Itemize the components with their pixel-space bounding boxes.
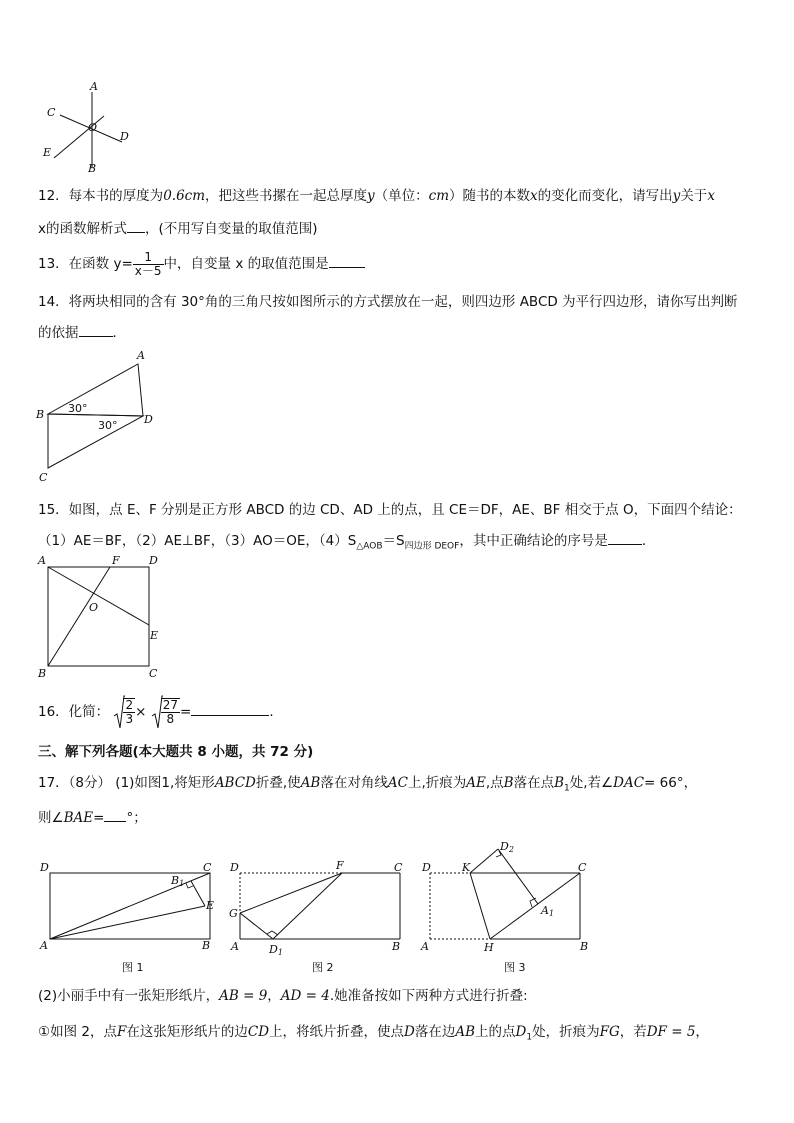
label-h: H (484, 941, 494, 954)
label-e: E (150, 629, 159, 642)
label-d: D (422, 861, 431, 874)
fraction-2: $\frac{27}{8}$ (162, 698, 179, 726)
label-o: O (89, 601, 99, 614)
q15-line2: （1）AE＝BF，（2）AE⊥BF，（3）AO＝OE，$(4)S_{\triangle AOB}=S_{四边形 DEOF}$，其中正确结论的序号是 ． (38, 530, 655, 557)
figure-17-3 (416, 836, 606, 978)
label-a: A (38, 554, 46, 567)
answer-blank[interactable] (104, 807, 126, 822)
label-e: E (43, 146, 52, 159)
label-c: C (394, 861, 403, 874)
label-d: D (120, 130, 129, 143)
label-b: B (88, 162, 97, 175)
label-b: B (392, 940, 401, 953)
crease-ae (50, 906, 205, 939)
figure-17-2 (226, 836, 416, 978)
label-d: D (40, 861, 49, 874)
label-d: D (144, 413, 153, 426)
answer-blank[interactable] (79, 322, 113, 337)
crease-kh (470, 873, 490, 939)
answer-blank[interactable] (191, 701, 269, 716)
label-c: C (578, 861, 587, 874)
label-a1: A1 (541, 904, 555, 918)
label-c: C (149, 667, 158, 680)
segment-ae (48, 567, 149, 625)
label-o: O (88, 121, 98, 134)
label-f: F (112, 554, 120, 567)
angle-label-2: 30° (98, 419, 118, 432)
label-d2: D2 (500, 840, 514, 854)
q15-line1: 15．如图，点 E、F 分别是正方形 ABCD 的边 CD、AD 上的点，且 CE＝DF，AE、BF 相交于点 O，下面四个结论： (38, 502, 742, 518)
segment-bf (48, 567, 110, 666)
label-g: G (229, 907, 238, 920)
segment-gd1 (240, 913, 273, 939)
triangle-upper (48, 364, 143, 416)
answer-blank[interactable] (329, 253, 365, 268)
label-e: E (206, 899, 215, 912)
q12-line2: x的函数解析式 ，(不用写自变量的取值范围) (38, 218, 318, 239)
label-c: C (39, 471, 48, 484)
q14-line1: 14．将两块相同的含有 30°角的三角尺按如图所示的方式摆放在一起，则四边形 ABCD 为平行四边形，请你写出判断 (38, 294, 738, 310)
figure-q15 (30, 550, 170, 680)
q17-part2: (2)小丽手中有一张矩形纸片，AB = 9，AD = 4.她准备按如下两种方式进行折叠: (38, 988, 528, 1004)
right-angle-mark (267, 931, 278, 935)
section-heading: 三、解下列各题(本大题共 8 小题，共 72 分) (38, 744, 314, 760)
label-b: B (38, 667, 47, 680)
q17-line2: 则∠BAE= °； (38, 807, 147, 828)
caption: 图 1 (122, 961, 144, 974)
caption: 图 3 (504, 961, 526, 974)
fraction: $\frac{1}{x-5}$ (134, 249, 162, 278)
answer-blank[interactable] (127, 218, 145, 233)
label-d: D (230, 861, 239, 874)
q17-line1: 17．（8分） (1)如图1,将矩形ABCD折叠,使AB落在对角线AC上,折痕为AE,点B落在点$B_1$处,若∠DAC= 66°， (38, 775, 698, 794)
label-d: D (149, 554, 158, 567)
segment-b1e (191, 881, 205, 906)
figure-17-1 (36, 836, 226, 978)
answer-blank[interactable] (608, 530, 642, 545)
q14-line2: 的依据 ． (38, 322, 126, 343)
diagonal-ac (50, 873, 210, 939)
q13-line: 13．在函数 y= $\frac{1}{x-5}$ 中，自变量 x 的取值范围是 (38, 246, 365, 282)
q17-part3: ①如图 2，点F在这张矩形纸片的边CD上，将纸片折叠，使点D落在边AB上的点$D_1$处，折痕为FG，若DF = 5， (38, 1024, 709, 1043)
figure-q11 (30, 80, 140, 175)
q16-line: 16．化简： $\frac{2}{3}$ × $\frac{27}{8}$ = ． (38, 692, 283, 732)
label-b: B (202, 939, 211, 952)
label-a: A (90, 80, 98, 93)
label-a: A (421, 940, 429, 953)
crease-fg (240, 873, 342, 913)
label-c: C (203, 861, 212, 874)
right-angle-mark (186, 883, 193, 888)
label-f: F (336, 859, 344, 872)
label-c: C (47, 106, 56, 119)
label-a: A (40, 939, 48, 952)
segment-kd2 (470, 849, 498, 873)
angle-label-1: 30° (68, 402, 88, 415)
label-a: A (231, 940, 239, 953)
label-k: K (462, 861, 471, 874)
q12-line1: 12．每本书的厚度为0.6cm，把这些书摞在一起总厚度y（单位：cm）随书的本数x的变化而变化，请写出y关于x (38, 188, 715, 204)
label-d1: D1 (269, 943, 283, 957)
caption: 图 2 (312, 961, 334, 974)
label-b: B (580, 940, 589, 953)
fraction-1: $\frac{2}{3}$ (125, 698, 134, 726)
diagonal-hc (490, 873, 580, 939)
label-b: B (36, 408, 45, 421)
label-a: A (137, 349, 145, 362)
segment-d2a1 (498, 849, 538, 904)
label-b1: B1 (171, 874, 185, 888)
figure-q14 (30, 348, 170, 488)
triangle-lower (48, 414, 143, 468)
segment-d1f (273, 873, 342, 939)
